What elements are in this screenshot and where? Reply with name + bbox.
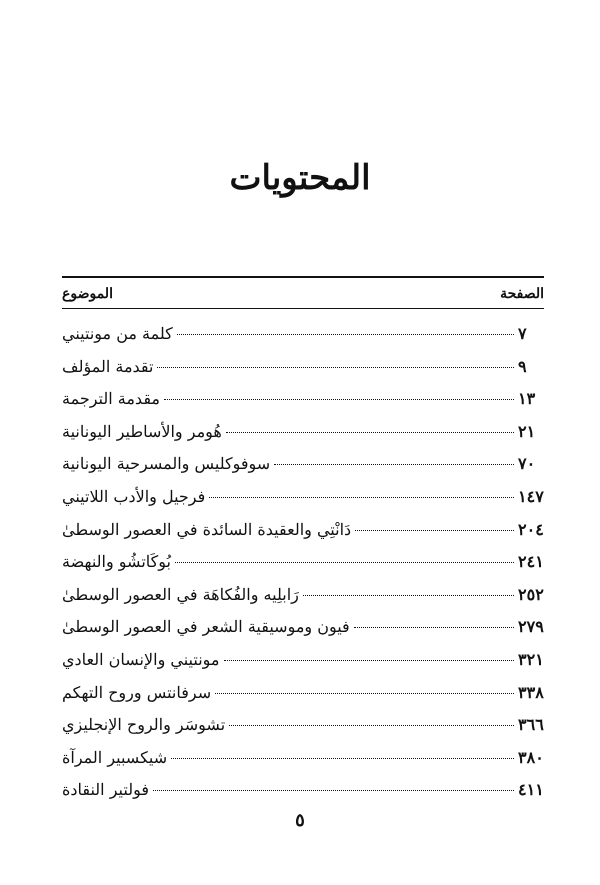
leader-dots [177,334,514,335]
header-topic: الموضوع [62,286,113,302]
toc-entry-page: ١٤٧ [518,486,544,506]
toc-entry [62,715,544,748]
leader-dots [355,530,514,531]
toc-header [62,283,544,305]
leader-dots [153,790,514,791]
leader-dots [175,562,514,563]
toc-entry [62,585,544,618]
toc-entry-page: ٣٨٠ [518,747,544,767]
leader-dots [171,758,514,759]
toc-entry-title: تقدمة المؤلف [62,356,154,376]
toc-entry [62,780,544,813]
toc-entry-title: فرجيل والأدب اللاتيني [62,486,206,506]
toc-entry [62,650,544,683]
toc-entry-page: ٢٥٢ [518,584,544,604]
toc-entry-title: كلمة من مونتيني [62,324,173,343]
toc-entry [62,683,544,716]
toc-entry [62,324,544,357]
toc-entry-title: دَانْتِي والعقيدة السائدة في العصور الوسطىٰ [62,519,352,539]
toc-entry [62,617,544,650]
header-top-rule [62,276,544,278]
leader-dots [229,725,514,726]
leader-dots [164,399,514,400]
toc-entry [62,422,544,455]
header-page: الصفحة [500,286,544,302]
toc-entry-page: ٢٧٩ [518,617,544,637]
toc-entry [62,357,544,390]
toc-entry-title: سرفانتس وروح التهكم [62,682,212,702]
page-number: ٥ [295,810,305,831]
toc-entry-title: بُوكَاتشُو والنهضة [62,552,171,572]
toc-list [62,324,544,813]
toc-entry [62,487,544,520]
toc-entry-page: ٧٠ [518,454,536,474]
toc-entry-title: فيون وموسيقية الشعر في العصور الوسطىٰ [62,617,350,637]
toc-entry-title: رَابلِيه والفُكاهَة في العصور الوسطىٰ [62,584,299,604]
toc-entry-page: ٩ [518,356,527,376]
leader-dots [215,693,514,694]
toc-entry-page: ٢٠٤ [518,519,544,539]
toc-entry [62,748,544,781]
leader-dots [354,627,514,628]
leader-dots [226,432,514,433]
toc-entry-page: ٢١ [518,421,536,441]
page-title: المحتويات [229,158,371,198]
toc-entry-page: ٣٦٦ [518,715,544,735]
leader-dots [209,497,514,498]
toc-entry-title: هُومر والأساطير اليونانية [62,421,222,441]
toc-entry [62,552,544,585]
toc-entry [62,520,544,553]
toc-entry-title: فولتير النقادة [62,780,149,800]
toc-entry-page: ٣٢١ [518,649,544,669]
toc-entry-title: شيكسبير المرآة [62,747,168,767]
toc-entry [62,454,544,487]
toc-entry-page: ٧ [518,324,527,343]
toc-entry-title: مونتيني والإنسان العادي [62,649,220,669]
toc-entry-page: ٤١١ [518,780,544,800]
header-bottom-rule [62,308,544,309]
leader-dots [224,660,515,661]
toc-entry [62,389,544,422]
toc-entry-page: ١٣ [518,389,536,409]
toc-entry-title: سوفوكليس والمسرحية اليونانية [62,454,271,474]
leader-dots [274,464,514,465]
toc-entry-title: مقدمة الترجمة [62,389,160,409]
toc-entry-page: ٣٣٨ [518,682,544,702]
leader-dots [303,595,514,596]
leader-dots [157,367,514,368]
toc-entry-title: تشوسَر والروح الإنجليزي [62,715,226,735]
toc-entry-page: ٢٤١ [518,552,544,572]
